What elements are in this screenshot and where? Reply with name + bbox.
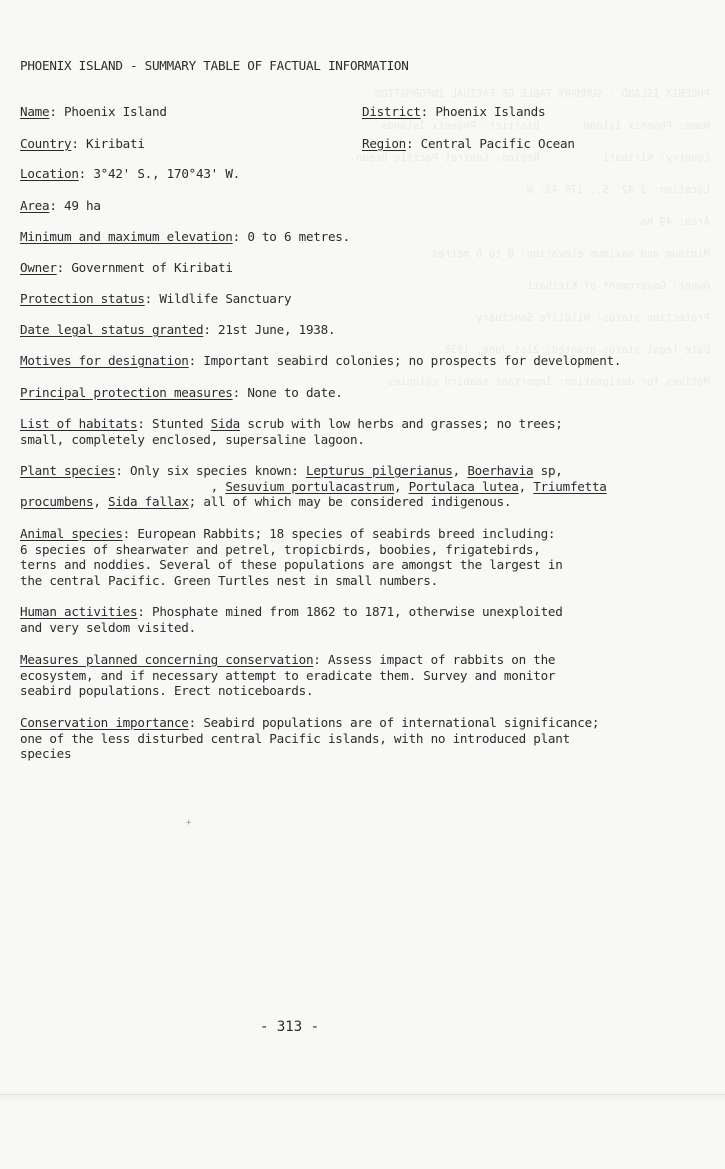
human-paragraph [20, 604, 670, 635]
plant-species-2-suffix: sp, [533, 463, 563, 478]
measures-colon: : [232, 385, 248, 400]
plants-label: Plant species [20, 463, 116, 478]
plant-species-1: Lepturus pilgerianus [305, 463, 453, 478]
district-value: Phoenix Islands [435, 104, 546, 119]
region-colon: : [406, 136, 421, 151]
human-colon: : [137, 604, 152, 619]
protection-colon: : [144, 291, 160, 306]
animals-line-1 [20, 526, 670, 542]
protection-value: Wildlife Sanctuary [159, 291, 292, 306]
plant-species-4: Portulaca lutea [408, 478, 519, 494]
location-label: Location [20, 166, 79, 181]
region-row [362, 136, 575, 151]
plants-line-2 [20, 479, 670, 495]
measures-value: None to date. [247, 385, 343, 400]
habitats-text-a: Stunted [152, 416, 211, 431]
plants-sep-4: , [93, 494, 108, 509]
animals-label: Animal species [20, 526, 123, 541]
animals-paragraph [20, 526, 670, 588]
measures-row [20, 385, 343, 400]
owner-label: Owner [20, 260, 57, 275]
legal-colon: : [203, 322, 218, 337]
plant-species-6: Sida fallax [108, 494, 189, 509]
elevation-row [20, 229, 350, 244]
animals-line-4: the central Pacific. Green Turtles nest in small numbers. [20, 572, 438, 588]
location-value: 3°42' S., 170°43' W. [93, 166, 240, 181]
owner-row [20, 260, 233, 275]
owner-value: Government of Kiribati [71, 260, 233, 275]
animals-line-3: terns and noddies. Several of these populations are amongst the largest in [20, 557, 563, 572]
motives-colon: : [188, 353, 204, 368]
habitats-line-2: small, completely enclosed, supersaline lagoon. [20, 431, 365, 447]
location-row [20, 166, 240, 181]
importance-line-1 [20, 715, 670, 731]
page-title: PHOENIX ISLAND - SUMMARY TABLE OF FACTUAL INFORMATION [20, 58, 409, 73]
name-colon: : [49, 104, 65, 119]
district-label: District [362, 104, 421, 119]
protection-label: Protection status [20, 291, 145, 306]
paper-speck: + [186, 818, 192, 828]
area-label: Area [20, 198, 50, 213]
importance-line-3: species [20, 746, 72, 761]
planned-line-3: seabird populations. Erect noticeboards. [20, 683, 314, 698]
country-row [20, 136, 145, 151]
motives-row [20, 353, 621, 368]
region-value: Central Pacific Ocean [420, 136, 575, 151]
area-colon: : [49, 198, 65, 213]
district-row [362, 104, 545, 119]
planned-line-1 [20, 652, 670, 668]
plant-species-2: Boerhavia [467, 463, 534, 478]
planned-line-2: ecosystem, and if necessary attempt to eradicate them. Survey and monitor [20, 667, 556, 683]
plants-sep-3: , [518, 478, 534, 494]
plants-paragraph [20, 463, 670, 510]
name-value: Phoenix Island [64, 104, 167, 119]
page-number: - 313 - [260, 1019, 320, 1035]
owner-colon: : [56, 260, 72, 275]
animals-text-1: European Rabbits; 18 species of seabirds breed including: [137, 526, 556, 541]
human-line-1 [20, 604, 670, 620]
legal-label: Date legal status granted [20, 322, 204, 337]
importance-text-1: Seabird populations are of international significance; [203, 715, 600, 730]
elevation-value: 0 to 6 metres. [247, 229, 350, 244]
planned-text-1: Assess impact of rabbits on the [327, 652, 556, 667]
animals-colon: : [122, 526, 138, 541]
habitats-colon: : [137, 416, 152, 431]
legal-value: 21st June, 1938. [217, 322, 336, 337]
elevation-label: Minimum and maximum elevation [20, 229, 233, 244]
habitats-text-b: scrub with low herbs and grasses; no trees; [240, 416, 563, 431]
plants-gap: , [20, 478, 226, 494]
human-text-1: Phosphate mined from 1862 to 1871, otherwise unexploited [152, 604, 563, 619]
country-colon: : [71, 136, 86, 151]
area-value: 49 ha [64, 198, 101, 213]
animals-line-2: 6 species of shearwater and petrel, tropicbirds, boobies, frigatebirds, [20, 541, 541, 557]
importance-line-2: one of the less disturbed central Pacific islands, with no introduced plant [20, 730, 570, 746]
habitats-line-1 [20, 416, 670, 432]
plants-sep-2: , [393, 478, 409, 494]
scan-edge-line [0, 1094, 725, 1095]
motives-label: Motives for designation [20, 353, 189, 368]
plants-line-1 [20, 463, 670, 479]
legal-row [20, 322, 335, 337]
district-colon: : [420, 104, 436, 119]
motives-value: Important seabird colonies; no prospects for development. [203, 353, 622, 368]
planned-label: Measures planned concerning conservation [20, 652, 314, 667]
plants-intro: Only six species known: [130, 463, 306, 478]
importance-label: Conservation importance [20, 715, 189, 730]
human-line-2: and very seldom visited. [20, 619, 196, 635]
location-colon: : [78, 166, 94, 181]
country-label: Country [20, 136, 72, 151]
name-label: Name [20, 104, 50, 119]
plant-species-3: Sesuvium portulacastrum [225, 478, 394, 494]
name-row [20, 104, 167, 119]
habitats-sida: Sida [210, 416, 241, 431]
plants-colon: : [115, 463, 130, 478]
protection-row [20, 291, 291, 306]
importance-colon: : [188, 715, 204, 730]
plants-line-3 [20, 494, 670, 510]
habitats-label: List of habitats [20, 416, 138, 431]
planned-paragraph [20, 652, 670, 699]
habitats-paragraph [20, 416, 670, 447]
country-value: Kiribati [86, 136, 145, 151]
importance-paragraph [20, 715, 670, 762]
human-label: Human activities [20, 604, 138, 619]
elevation-colon: : [232, 229, 248, 244]
show-through-text: PHOENIX ISLAND - SUMMARY TABLE OF FACTUAL INFORMATION Name: Phoenix Island District: Phoenix Islands Country: Kiribati Region: Central Pacific Ocean Location: 3 42' S., 170 43' W. Area: 49 ha Minimum and maximum elevation: 0 to 6 metres. Owner: Government of Kiribati Protection status: Wildlife Sanctuary Date legal status granted: 21st June, 1938. Motives for designation: Important seabird colonies [355, 88, 710, 388]
area-row [20, 198, 101, 213]
region-label: Region [362, 136, 406, 151]
measures-label: Principal protection measures [20, 385, 233, 400]
planned-colon: : [313, 652, 328, 667]
plants-sep-1: , [452, 463, 468, 478]
plant-species-5: Triumfetta [533, 478, 607, 494]
plant-species-5b: procumbens [20, 494, 94, 509]
plants-tail: ; all of which may be considered indigenous. [188, 494, 512, 509]
